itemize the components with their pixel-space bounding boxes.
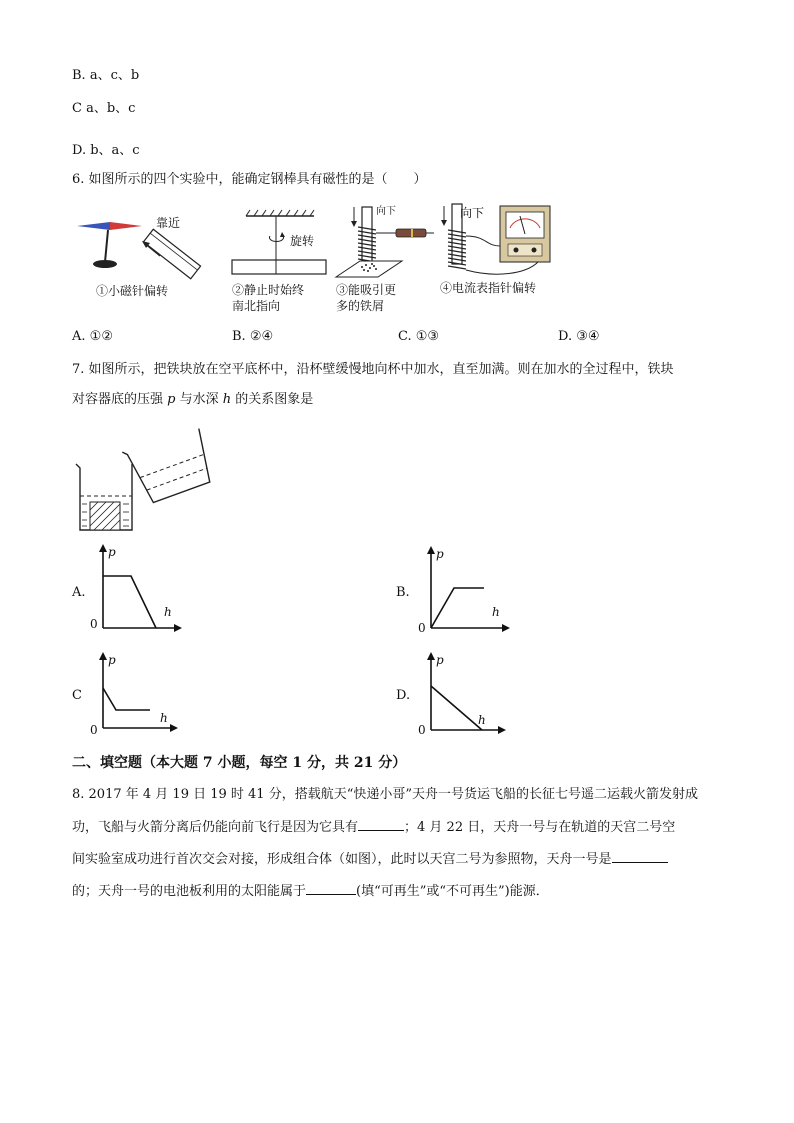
q7-graph-d xyxy=(414,650,514,738)
q6-option-b-letter: B. xyxy=(232,329,246,344)
q7-var-h: h xyxy=(222,392,232,407)
q8-line3-text: 间实验室成功进行首次交会对接，形成组合体（如图），此时以天宫二号为参照物，天舟一号是 xyxy=(72,852,612,867)
q7-graph-a-origin: 0 xyxy=(90,617,98,631)
q5-option-b-text: a、c、b xyxy=(89,68,140,83)
q8-line2 xyxy=(72,818,675,836)
q8-blank-1[interactable] xyxy=(358,818,404,831)
q7-graph-b-letter: B. xyxy=(396,585,410,600)
q7-graph-a-x-label: h xyxy=(164,605,172,619)
q6-option-d-text: ③④ xyxy=(576,329,600,344)
q6-fig3-label-down: 向下 xyxy=(376,206,396,217)
q6-figure-coil-ammeter xyxy=(436,200,566,280)
q5-option-b-letter: B. xyxy=(72,68,86,83)
q5-option-c-text: a、b、c xyxy=(86,101,136,116)
q7-graph-d-letter: D. xyxy=(396,688,411,703)
q7-graph-c xyxy=(86,650,186,738)
q6-option-b-text: ②④ xyxy=(249,329,274,344)
q6-stem: 6. 如图所示的四个实验中，能确定钢棒具有磁性的是（ ） xyxy=(72,172,427,187)
q7-graph-c-y-label: p xyxy=(108,653,116,667)
q7-stem-line1: 7. 如图所示，把铁块放在空平底杯中，沿杯壁缓慢地向杯中加水，直至加满。则在加水的全过程中，铁块 xyxy=(72,362,674,377)
q6-fig4-caption: ④电流表指针偏转 xyxy=(440,281,537,295)
q5-option-d-text: b、a、c xyxy=(90,143,140,158)
q7-figure-beakers xyxy=(72,418,222,538)
q6-option-a-text: ①② xyxy=(89,329,113,344)
q6-option-d xyxy=(558,329,600,345)
q5-option-c-letter: C xyxy=(72,101,82,116)
q6-option-c xyxy=(398,329,439,345)
q7-stem-line2 xyxy=(72,392,313,408)
q7-graph-d-x-label: h xyxy=(478,713,486,727)
q8-line4 xyxy=(72,882,549,900)
q6-option-c-letter: C. xyxy=(398,329,412,344)
q7-graph-c-origin: 0 xyxy=(90,723,98,737)
q8-line3 xyxy=(72,850,668,868)
q7-stem-depth-text: 与水深 xyxy=(179,392,219,407)
q6-figure-compass xyxy=(72,212,202,292)
section-2-heading: 二、填空题（本大题 7 小题，每空 1 分，共 21 分） xyxy=(72,755,407,771)
q8-line2-text-a: 功，飞船与火箭分离后仍能向前飞行是因为它具有 xyxy=(72,820,359,835)
q5-option-d-letter: D. xyxy=(72,143,87,158)
q6-option-d-letter: D. xyxy=(558,329,573,344)
q6-option-a-letter: A. xyxy=(72,329,86,344)
q7-graph-a xyxy=(86,542,186,636)
q6-fig3-caption-line2: 多的铁屑 xyxy=(336,299,385,313)
q6-fig3-caption-line1: ③能吸引更 xyxy=(336,283,397,297)
q6-fig4-label-down: 向下 xyxy=(460,206,485,220)
q8-line1: 8. 2017 年 4 月 19 日 19 时 41 分，搭载航天“快递小哥”天舟一号货运飞船的长征七号遥二运载火箭发射成 xyxy=(72,787,699,802)
q7-stem-relation-text: 的关系图象是 xyxy=(235,392,314,407)
q7-graph-b-y-label: p xyxy=(436,547,444,561)
q7-var-p: p xyxy=(167,392,176,407)
q7-graph-a-y-label: p xyxy=(108,545,116,559)
q7-graph-c-letter: C xyxy=(72,688,82,703)
q5-option-d xyxy=(72,143,140,159)
q8-line4-text-a: 的；天舟一号的电池板利用的太阳能属于 xyxy=(72,884,307,899)
q7-graph-d-origin: 0 xyxy=(418,723,426,737)
q7-graph-a-letter: A. xyxy=(72,585,86,600)
q8-line2-text-b: ；4 月 22 日，天舟一号与在轨道的天宫二号空 xyxy=(404,820,676,835)
q7-graph-c-x-label: h xyxy=(160,711,168,725)
q8-blank-3[interactable] xyxy=(306,882,356,895)
q8-line4-text-b: (填“可再生”或“不可再生”)能源． xyxy=(356,884,549,899)
q7-graph-b-x-label: h xyxy=(492,605,500,619)
q6-fig1-caption: ①小磁针偏转 xyxy=(96,284,169,298)
q6-option-c-text: ①③ xyxy=(415,329,440,344)
q6-fig2-label-rotate: 旋转 xyxy=(290,234,315,248)
q6-fig1-label-approach: 靠近 xyxy=(156,216,181,230)
q7-graph-d-y-label: p xyxy=(436,653,444,667)
q6-option-b xyxy=(232,329,273,345)
q6-fig2-caption-line1: ②静止时始终 xyxy=(232,283,305,297)
q6-option-a xyxy=(72,329,113,345)
q7-graph-b xyxy=(414,544,514,638)
q7-stem-pressure-text: 对容器底的压强 xyxy=(72,392,164,407)
q5-option-b xyxy=(72,68,139,84)
q5-option-c xyxy=(72,101,135,117)
q8-blank-2[interactable] xyxy=(612,850,668,863)
q6-figure-hanging-bar xyxy=(228,208,338,278)
q7-graph-b-origin: 0 xyxy=(418,621,426,635)
q6-fig2-caption-line2: 南北指向 xyxy=(232,299,281,313)
